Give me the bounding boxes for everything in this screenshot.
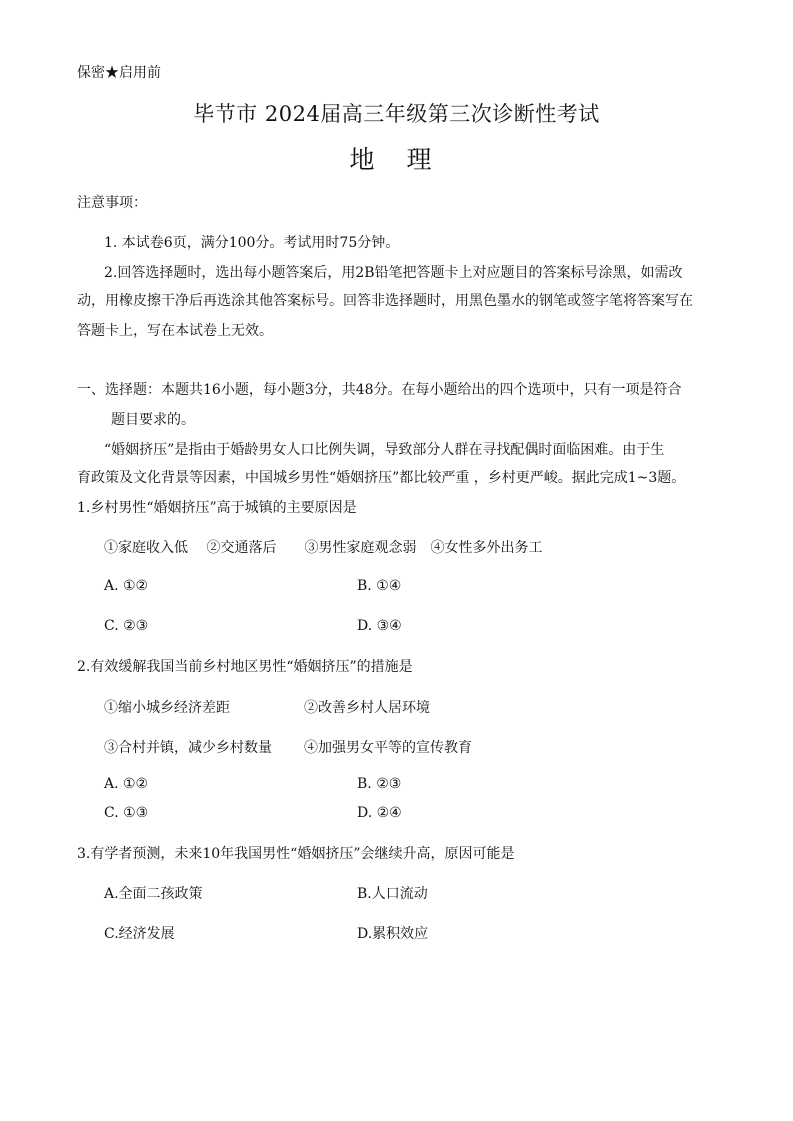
question-2-stem: 2.有效缓解我国当前乡村地区男性“婚姻挤压”的措施是 (77, 659, 413, 675)
question-2-item-4: ④加强男女平等的宣传教育 (304, 740, 472, 756)
notice-item-2-line2: 动，用橡皮擦干净后再选涂其他答案标号。回答非选择题时，用黑色墨水的钢笔或签字笔将答案写在 (77, 293, 693, 309)
question-2-option-c: C. ①③ (104, 805, 149, 821)
material-intro-line2: 育政策及文化背景等因素，中国城乡男性“婚姻挤压”都比较严重 ，乡村更严峻。据此完成1~3题。 (77, 470, 686, 486)
question-1-option-c: C. ②③ (104, 618, 149, 634)
question-1-option-a: A. ①② (104, 578, 149, 594)
material-intro-line1: “婚姻挤压”是指由于婚龄男女人口比例失调，导致部分人群在寻找配偶时面临困难。由于生 (104, 442, 665, 458)
notice-heading: 注意事项： (77, 195, 147, 211)
question-3-option-d: D.累积效应 (357, 926, 429, 942)
notice-item-2-line3: 答题卡上，写在本试卷上无效。 (77, 323, 273, 339)
subject-title: 地 理 (349, 145, 444, 174)
question-3-option-a: A.全面二孩政策 (104, 886, 203, 902)
notice-item-1: 1. 本试卷6页，满分100分。考试用时75分钟。 (104, 235, 400, 251)
question-1-stem: 1.乡村男性“婚姻挤压”高于城镇的主要原因是 (77, 500, 357, 516)
question-3-option-b: B.人口流动 (357, 886, 428, 902)
confidential-label: 保密★启用前 (77, 65, 161, 81)
question-2-option-d: D. ②④ (357, 805, 402, 821)
question-1-option-b: B. ①④ (357, 578, 402, 594)
question-2-item-3: ③合村并镇，减少乡村数量 (104, 740, 272, 756)
question-2-option-b: B. ②③ (357, 776, 402, 792)
question-1-items: ①家庭收入低 ②交通落后 ③男性家庭观念弱 ④女性多外出务工 (104, 540, 543, 556)
section-heading-line2: 题目要求的。 (111, 412, 195, 428)
question-1-option-d: D. ③④ (357, 618, 402, 634)
exam-title: 毕节市 2024届高三年级第三次诊断性考试 (193, 102, 600, 126)
section-heading-line1: 一、选择题：本题共16小题，每小题3分，共48分。在每小题给出的四个选项中，只有一项是符合 (77, 382, 682, 398)
question-2-option-a: A. ①② (104, 776, 149, 792)
question-2-item-2: ②改善乡村人居环境 (304, 700, 430, 716)
question-3-stem: 3.有学者预测，未来10年我国男性“婚姻挤压”会继续升高，原因可能是 (77, 846, 515, 862)
notice-item-2-line1: 2.回答选择题时，选出每小题答案后，用2B铅笔把答题卡上对应题目的答案标号涂黑，如需改 (104, 265, 683, 281)
question-3-option-c: C.经济发展 (104, 926, 175, 942)
question-2-item-1: ①缩小城乡经济差距 (104, 700, 230, 716)
